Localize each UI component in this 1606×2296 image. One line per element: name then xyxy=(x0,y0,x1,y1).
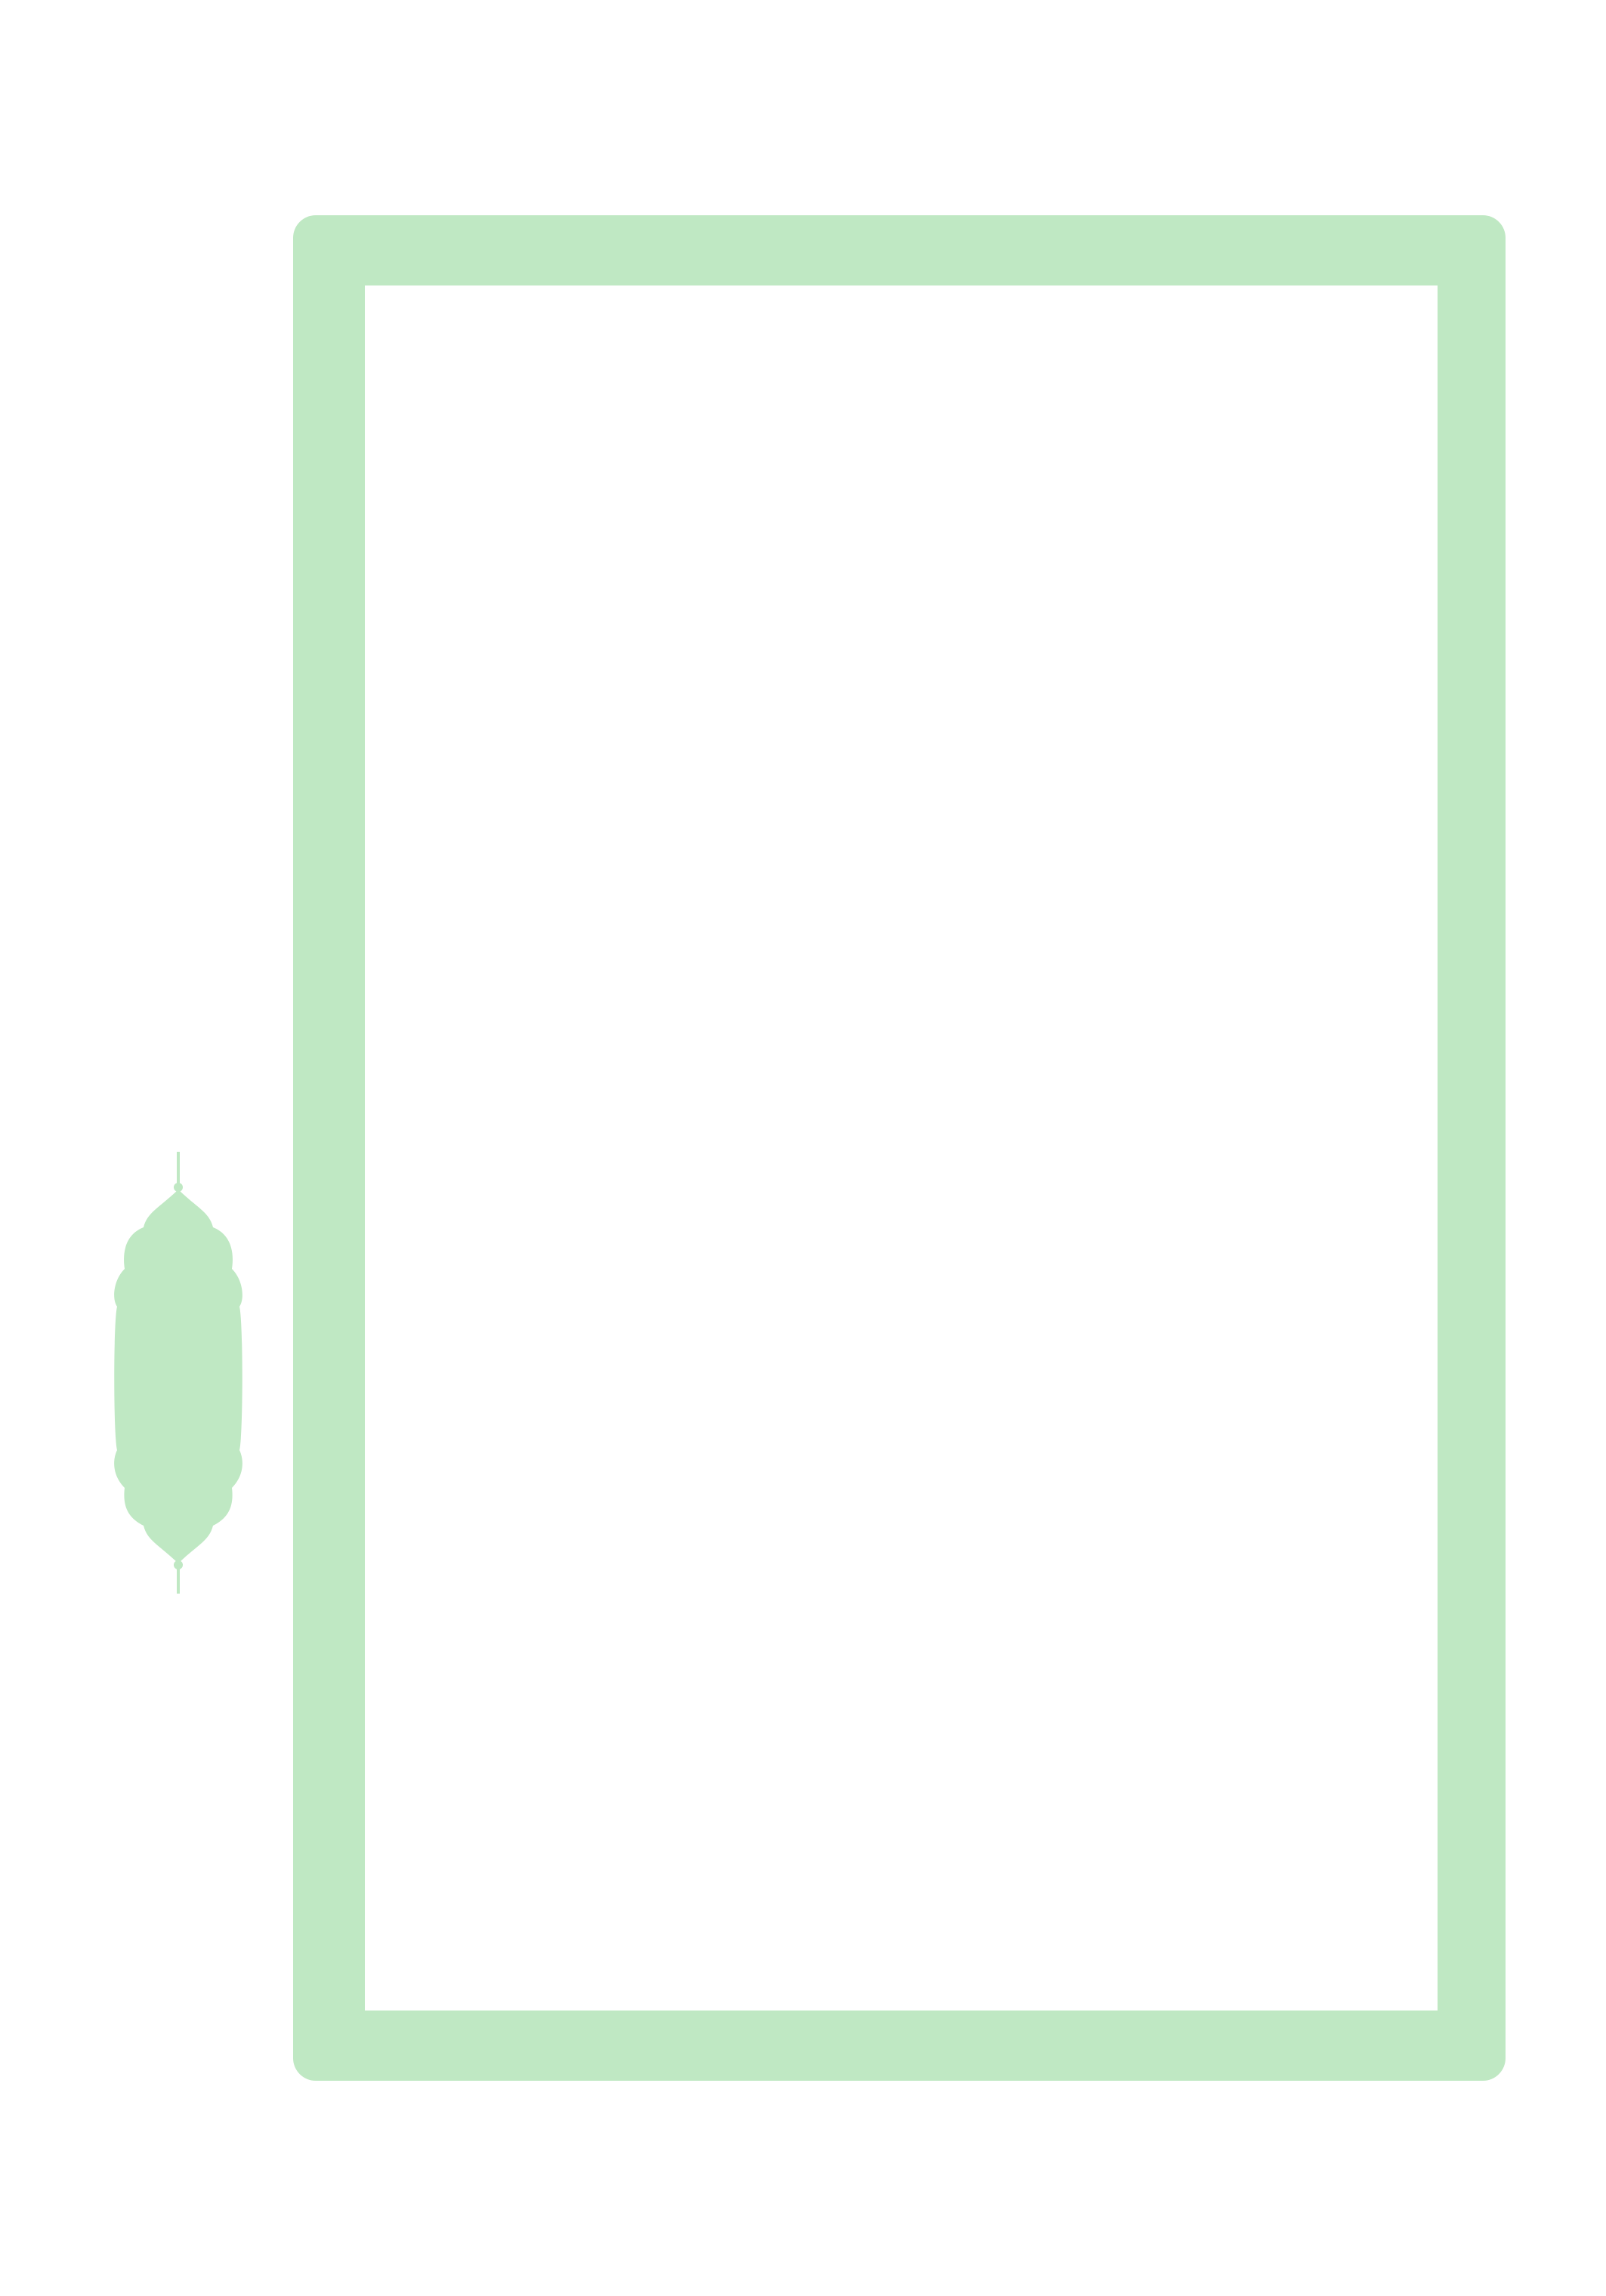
hizb-ornament xyxy=(114,1152,242,1594)
quran-text xyxy=(378,317,1424,2001)
